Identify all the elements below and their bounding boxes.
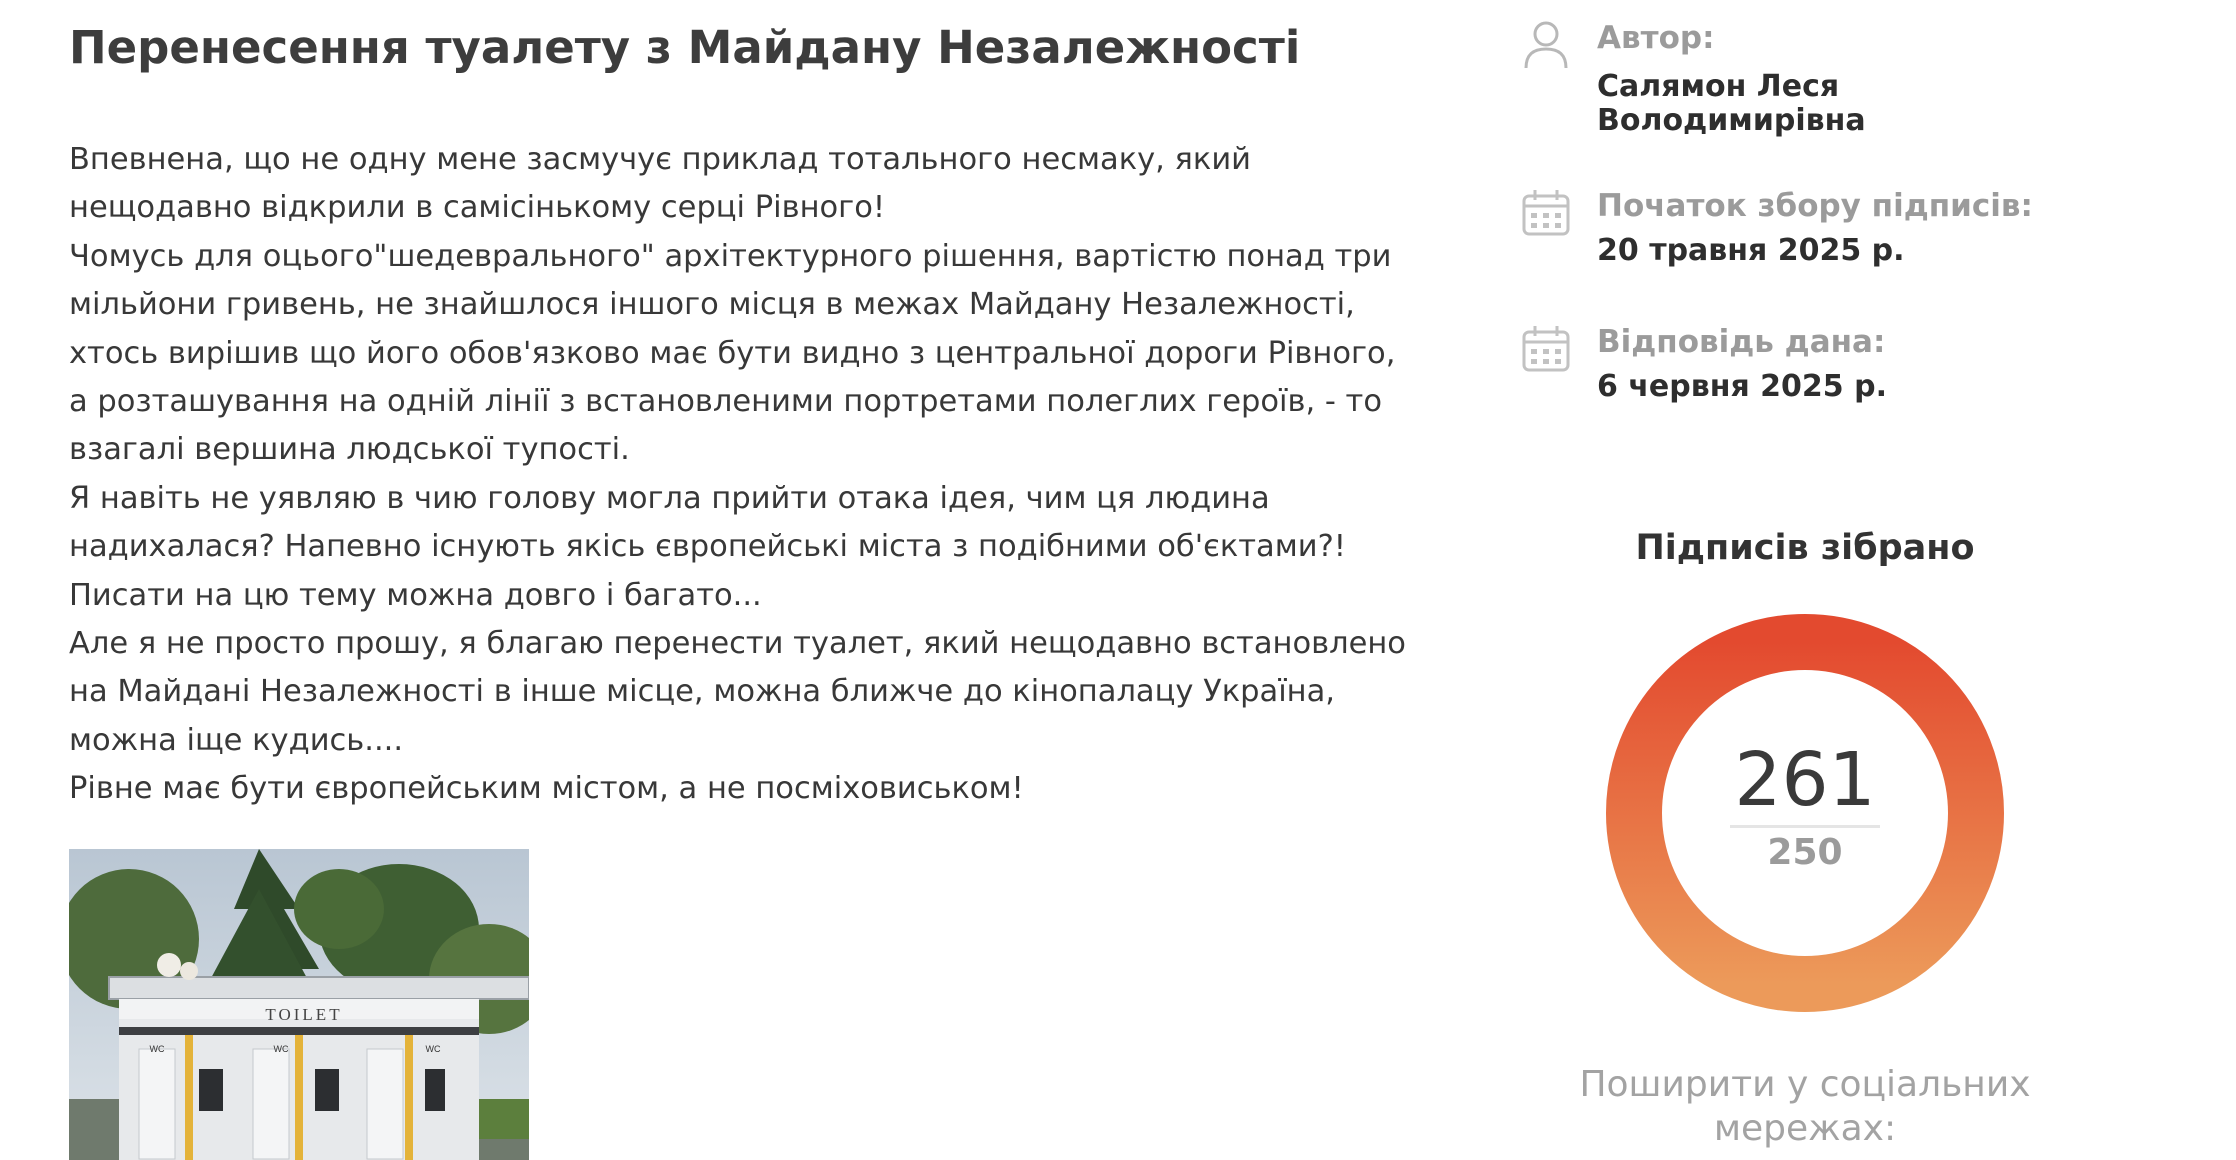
answer-date-value: 6 червня 2025 р. (1597, 369, 1887, 404)
share-label-line: Поширити у соціальних (1579, 1064, 2031, 1105)
body-line: хтось вирішив що його обов'язково має бути видно з центральної дороги Рівного, (69, 335, 1396, 371)
share-label-line: мережах: (1713, 1108, 1897, 1149)
author-name-line: Володимирівна (1597, 103, 1866, 138)
body-line: Чомусь для оцього"шедеврального" архітектурного рішення, вартістю понад три (69, 238, 1392, 274)
signatures-progress-ring (1605, 613, 2005, 1013)
signatures-target: 250 (1767, 832, 1843, 873)
body-line: на Майдані Незалежності в інше місце, можна ближче до кінопалацу Україна, (69, 674, 1335, 710)
user-icon (1520, 18, 1572, 70)
start-date-value: 20 травня 2025 р. (1597, 233, 1905, 268)
petition-title: Перенесення туалету з Майдану Незалежності (69, 21, 1301, 74)
body-line: Я навіть не уявляю в чию голову могла прийти отака ідея, чим ця людина (69, 480, 1270, 516)
body-line: взагалі вершина людської тупості. (69, 432, 630, 468)
author-name[interactable] (1597, 70, 1866, 138)
body-line: надихалася? Напевно існують якісь європейські міста з подібними об'єктами?! (69, 529, 1346, 565)
start-date-label: Початок збору підписів: (1597, 188, 2033, 224)
petition-photo[interactable] (69, 849, 529, 1160)
calendar-icon (1520, 322, 1572, 374)
author-name-line: Салямон Леся (1597, 69, 1840, 104)
photo-sign-text: TOILET (265, 1005, 343, 1024)
body-line: нещодавно відкрили в самісінькому серці Рівного! (69, 190, 886, 226)
petition-body (69, 136, 1469, 814)
body-line: мільйони гривень, не знайшлося іншого місця в межах Майдану Незалежності, (69, 287, 1355, 323)
calendar-icon (1520, 186, 1572, 238)
body-line: Але я не просто прошу, я благаю перенести туалет, який нещодавно встановлено (69, 626, 1406, 662)
body-line: а розташування на одній лінії з встановленими портретами полеглих героїв, - то (69, 384, 1382, 420)
share-label (1520, 1063, 2090, 1151)
signatures-divider (1730, 825, 1880, 828)
body-line: Писати на цю тему можна довго і багато... (69, 577, 762, 613)
signatures-title: Підписів зібрано (1635, 528, 1975, 568)
answer-date-label: Відповідь дана: (1597, 324, 1886, 360)
photo-door-label: WC (425, 1044, 441, 1054)
body-line: Рівне має бути європейським містом, а не посміховиськом! (69, 771, 1024, 807)
petition-article (69, 20, 1469, 1054)
photo-door-label: WC (273, 1044, 289, 1054)
petition-sidebar (1520, 0, 2236, 1160)
photo-door-label: WC (149, 1044, 165, 1054)
author-label: Автор: (1597, 20, 1715, 56)
body-line: Впевнена, що не одну мене засмучує приклад тотального несмаку, який (69, 142, 1251, 177)
signatures-count: 261 (1734, 737, 1876, 823)
body-line: можна іще кудись.... (69, 722, 404, 758)
